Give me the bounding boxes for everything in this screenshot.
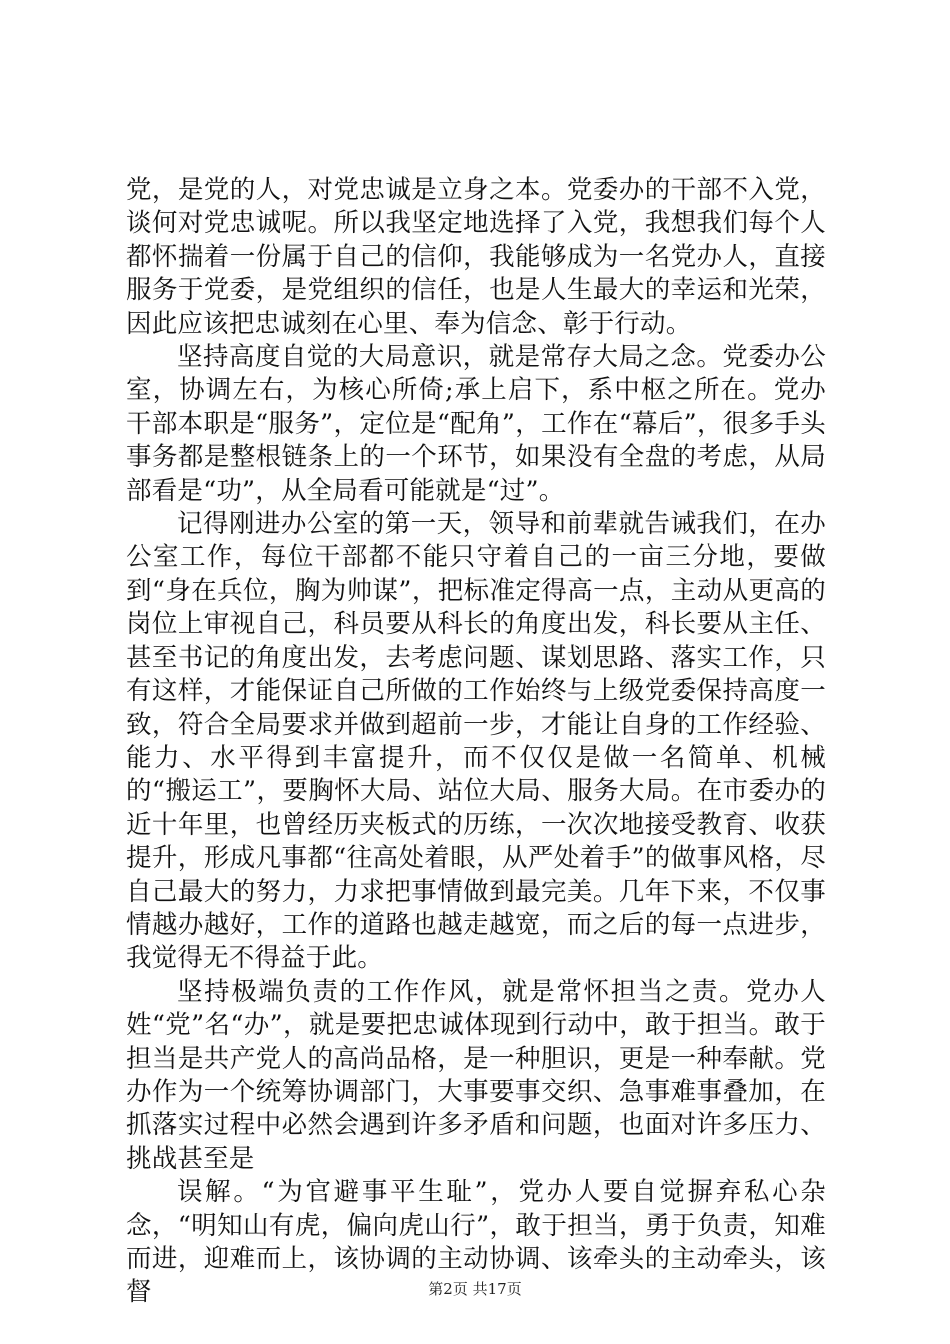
paragraph-3: 记得刚进办公室的第一天，领导和前辈就告诫我们，在办公室工作，每位干部都不能只守着自己的一亩三分地，要做到“身在兵位，胸为帅谋”，把标准定得高一点，主动从更高的岗位上审视自己，科员要从科长的角度出发，科长要从主任、甚至书记的角度出发，去考虑问题、谋划思路、落实工作，只有这样，才能保证自己所做的工作始终与上级党委保持高度一致，符合全局要求并做到超前一步，才能让自身的工作经验、能力、水平得到丰富提升，而不仅仅是做一名简单、机械的“搬运工”，要胸怀大局、站位大局、服务大局。在市委办的近十年里，也曾经历夹板式的历练，一次次地接受教育、收获提升，形成凡事都“往高处着眼，从严处着手”的做事风格，尽自己最大的努力，力求把事情做到最完美。几年下来，不仅事情越办越好，工作的道路也越走越宽，而之后的每一点进步，我觉得无不得益于此。 (126, 509, 826, 974)
document-body (126, 174, 826, 1310)
paragraph-2: 坚持高度自觉的大局意识，就是常存大局之念。党委办公室，协调左右，为核心所倚;承上启下，系中枢之所在。党办干部本职是“服务”，定位是“配角”，工作在“幕后”，很多手头事务都是整根链条上的一个环节，如果没有全盘的考虑，从局部看是“功”，从全局看可能就是“过”。 (126, 342, 826, 506)
paragraph-4: 坚持极端负责的工作作风，就是常怀担当之责。党办人姓“党”名“办”，就是要把忠诚体现到行动中，敢于担当。敢于担当是共产党人的高尚品格，是一种胆识，更是一种奉献。党办作为一个统筹协调部门，大事要事交织、急事难事叠加，在抓落实过程中必然会遇到许多矛盾和问题，也面对许多压力、挑战甚至是 (126, 976, 826, 1174)
paragraph-1: 党，是党的人，对党忠诚是立身之本。党委办的干部不入党，谈何对党忠诚呢。所以我坚定地选择了入党，我想我们每个人都怀揣着一份属于自己的信仰，我能够成为一名党办人，直接服务于党委，是党组织的信任，也是人生最大的幸运和光荣，因此应该把忠诚刻在心里、奉为信念、彰于行动。 (126, 175, 826, 339)
page-number-footer: 第2页 共17页 (428, 1280, 522, 1298)
paragraph-5: 误解。“为官避事平生耻”，党办人要自觉摒弃私心杂念，“明知山有虎，偏向虎山行”，敢于担当，勇于负责，知难而进，迎难而上，该协调的主动协调、该牵头的主动牵头，该督 (126, 1177, 826, 1308)
